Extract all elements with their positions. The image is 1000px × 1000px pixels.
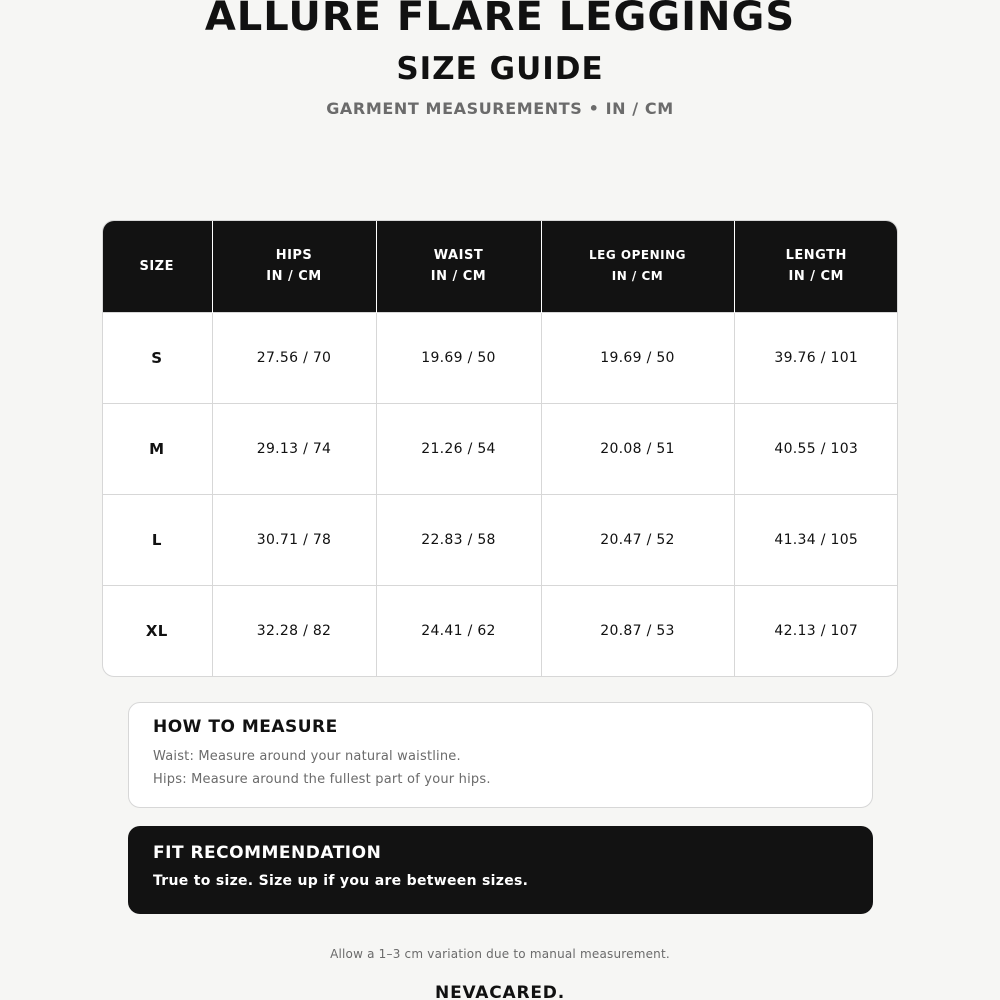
column-header-hips xyxy=(212,220,376,313)
fit-recommendation-card xyxy=(128,826,873,914)
column-header-label: LEG OPENING xyxy=(589,248,686,262)
waist-cell: 19.69 / 50 xyxy=(376,313,541,404)
column-header-label: WAIST xyxy=(433,248,484,263)
waist-cell: 22.83 / 58 xyxy=(376,495,541,586)
measure-instruction-waist: Waist: Measure around your natural waistline. xyxy=(153,749,461,764)
fit-recommendation-text: True to size. Size up if you are between sizes. xyxy=(153,873,529,889)
column-header-label: LENGTH xyxy=(785,248,847,263)
table-row xyxy=(102,495,898,586)
hips-cell: 30.71 / 78 xyxy=(212,495,376,586)
size-cell: M xyxy=(102,404,212,495)
hips-cell: 29.13 / 74 xyxy=(212,404,376,495)
leg-opening-cell: 20.08 / 51 xyxy=(541,404,734,495)
length-cell: 39.76 / 101 xyxy=(734,313,898,404)
size-table xyxy=(102,220,898,676)
column-header-unit: IN / CM xyxy=(788,269,844,284)
column-header-label: SIZE xyxy=(139,258,174,274)
length-cell: 42.13 / 107 xyxy=(734,586,898,677)
column-header-unit: IN / CM xyxy=(266,269,322,284)
units-caption: GARMENT MEASUREMENTS • IN / CM xyxy=(326,99,674,118)
fit-recommendation-heading: FIT RECOMMENDATION xyxy=(153,843,382,863)
column-header-label: HIPS xyxy=(275,248,313,263)
how-to-measure-heading: HOW TO MEASURE xyxy=(153,717,338,737)
variation-note: Allow a 1–3 cm variation due to manual measurement. xyxy=(330,947,670,961)
product-title: ALLURE FLARE LEGGINGS xyxy=(204,0,796,40)
size-table-container xyxy=(102,220,898,677)
waist-cell: 21.26 / 54 xyxy=(376,404,541,495)
length-cell: 41.34 / 105 xyxy=(734,495,898,586)
table-row xyxy=(102,586,898,677)
column-header-waist xyxy=(376,220,541,313)
brand-name: NEVACARED. xyxy=(435,983,565,1000)
size-cell: S xyxy=(102,313,212,404)
size-cell: XL xyxy=(102,586,212,677)
column-header-unit: IN / CM xyxy=(430,269,487,284)
measure-instruction-hips: Hips: Measure around the fullest part of your hips. xyxy=(153,772,491,787)
column-header-size xyxy=(102,220,212,313)
how-to-measure-card xyxy=(128,702,873,808)
leg-opening-cell: 20.47 / 52 xyxy=(541,495,734,586)
hips-cell: 32.28 / 82 xyxy=(212,586,376,677)
waist-cell: 24.41 / 62 xyxy=(376,586,541,677)
length-cell: 40.55 / 103 xyxy=(734,404,898,495)
leg-opening-cell: 19.69 / 50 xyxy=(541,313,734,404)
leg-opening-cell: 20.87 / 53 xyxy=(541,586,734,677)
page-subtitle: SIZE GUIDE xyxy=(396,51,604,87)
column-header-leg-opening xyxy=(541,220,734,313)
column-header-unit: IN / CM xyxy=(611,269,664,283)
hips-cell: 27.56 / 70 xyxy=(212,313,376,404)
size-cell: L xyxy=(102,495,212,586)
column-header-length xyxy=(734,220,898,313)
table-header-row xyxy=(102,220,898,313)
table-row xyxy=(102,313,898,404)
table-row xyxy=(102,404,898,495)
